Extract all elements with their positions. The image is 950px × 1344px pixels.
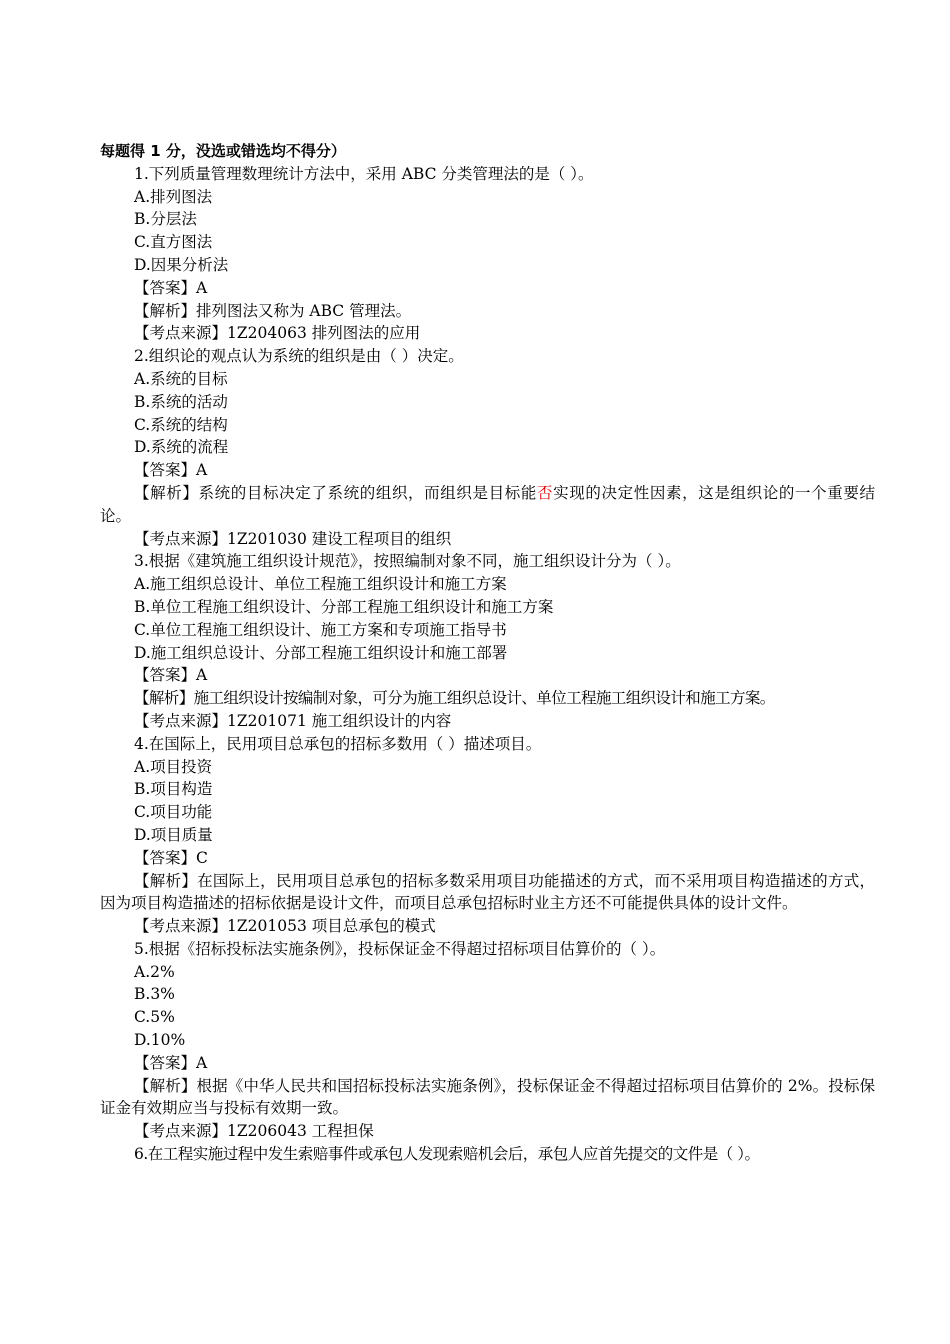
source: 【考点来源】1Z206043 工程担保: [134, 1122, 374, 1141]
option-d: D.因果分析法: [134, 255, 229, 274]
option-b: B.项目构造: [134, 780, 213, 799]
question-2: [100, 345, 875, 550]
option-a: A.2%: [134, 962, 175, 981]
option-c: C.系统的结构: [134, 415, 228, 434]
option-b: B.单位工程施工组织设计、分部工程施工组织设计和施工方案: [134, 597, 554, 616]
answer: 【答案】A: [134, 1053, 208, 1072]
question-stem: 4.在国际上，民用项目总承包的招标多数用（ ）描述项目。: [134, 734, 542, 753]
source: 【考点来源】1Z201053 项目总承包的模式: [134, 917, 436, 936]
option-a: A.系统的目标: [134, 369, 228, 388]
question-3: [100, 550, 875, 732]
option-c: C.直方图法: [134, 233, 213, 252]
question-4: [100, 733, 875, 938]
option-c: C.项目功能: [134, 803, 213, 822]
option-a: A.排列图法: [134, 187, 213, 206]
question-stem: 3.根据《建筑施工组织设计规范》，按照编制对象不同，施工组织设计分为（ ）。: [134, 552, 681, 571]
explanation: 【解析】排列图法又称为 ABC 管理法。: [134, 301, 412, 320]
section-header: 每题得 1 分，没选或错选均不得分）: [100, 142, 346, 160]
answer: 【答案】A: [134, 461, 208, 480]
option-c: C.5%: [134, 1008, 175, 1027]
answer: 【答案】A: [134, 278, 208, 297]
explanation-text-end: 实现的决定性因素，这是组织论的一个重要结论。: [100, 483, 875, 525]
answer: 【答案】C: [134, 848, 208, 867]
option-b: B.分层法: [134, 210, 197, 229]
highlighted-character: 否: [537, 483, 554, 502]
question-stem: 1.下列质量管理数理统计方法中，采用 ABC 分类管理法的是（ ）。: [134, 164, 594, 183]
document-page: [100, 140, 875, 1166]
source: 【考点来源】1Z201030 建设工程项目的组织: [134, 529, 452, 548]
question-5: [100, 938, 875, 1143]
question-stem: 6.在工程实施过程中发生索赔事件或承包人发现索赔机会后，承包人应首先提交的文件是（ ）。: [134, 1145, 760, 1164]
option-d: D.施工组织总设计、分部工程施工组织设计和施工部署: [134, 643, 508, 662]
question-6: [100, 1143, 875, 1166]
option-b: B.系统的活动: [134, 392, 228, 411]
question-stem: 5.根据《招标投标法实施条例》，投标保证金不得超过招标项目估算价的（ ）。: [134, 939, 666, 958]
question-stem: 2.组织论的观点认为系统的组织是由（ ）决定。: [134, 347, 464, 366]
option-a: A.施工组织总设计、单位工程施工组织设计和施工方案: [134, 575, 507, 594]
explanation: [100, 482, 875, 528]
option-b: B.3%: [134, 985, 175, 1004]
answer: 【答案】A: [134, 666, 208, 685]
explanation: 【解析】施工组织设计按编制对象，可分为施工组织总设计、单位工程施工组织设计和施工方案。: [134, 689, 775, 708]
option-c: C.单位工程施工组织设计、施工方案和专项施工指导书: [134, 620, 507, 639]
source: 【考点来源】1Z201071 施工组织设计的内容: [134, 711, 452, 730]
explanation-text-start: 【解析】系统的目标决定了系统的组织，而组织是目标能: [134, 483, 538, 502]
option-d: D.项目质量: [134, 825, 213, 844]
option-d: D.系统的流程: [134, 438, 229, 457]
question-1: [100, 163, 875, 345]
source: 【考点来源】1Z204063 排列图法的应用: [134, 324, 421, 343]
explanation: 【解析】在国际上，民用项目总承包的招标多数采用项目功能描述的方式，而不采用项目构造描述的方式，因为项目构造描述的招标依据是设计文件，而项目总承包招标时业主方还不可能提供具体的设计文件。: [100, 871, 875, 913]
option-a: A.项目投资: [134, 757, 213, 776]
explanation: 【解析】根据《中华人民共和国招标投标法实施条例》，投标保证金不得超过招标项目估算价的 2%。投标保证金有效期应当与投标有效期一致。: [100, 1076, 875, 1118]
option-d: D.10%: [134, 1031, 186, 1050]
